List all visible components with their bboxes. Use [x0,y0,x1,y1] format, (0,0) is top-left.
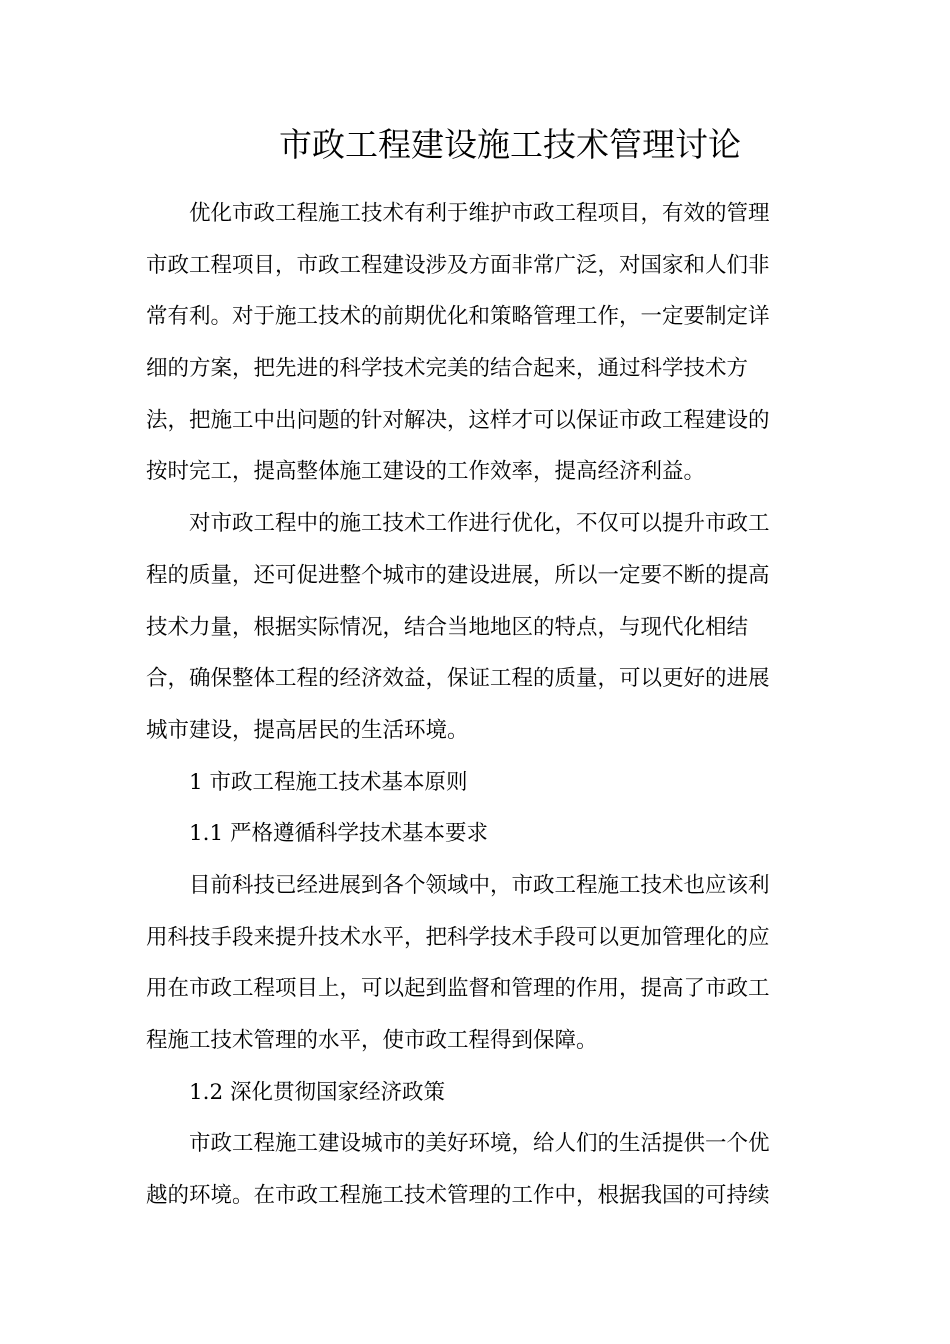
paragraph-2-line-1: 对市政工程中的施工技术工作进行优化，不仅可以提升市政工 [189,511,770,537]
paragraph-1-line-5: 法，把施工中出问题的针对解决，这样才可以保证市政工程建设的 [146,407,770,433]
document-body [146,188,806,1222]
paragraph-2-line-3: 技术力量，根据实际情况，结合当地地区的特点，与现代化相结 [146,614,749,640]
paragraph-1-line-1: 优化市政工程施工技术有利于维护市政工程项目，有效的管理 [189,201,770,226]
paragraph-1-line-3: 常有利。对于施工技术的前期优化和策略管理工作，一定要制定详 [146,304,770,330]
paragraph-1-line-4: 细的方案，把先进的科学技术完美的结合起来，通过科学技术方 [146,356,749,382]
paragraph-2-line-2: 程的质量，还可促进整个城市的建设进展，所以一定要不断的提高 [146,562,770,588]
paragraph-4-line-1: 市政工程施工建设城市的美好环境，给人们的生活提供一个优 [189,1131,770,1157]
paragraph-3-line-2: 用科技手段来提升技术水平，把科学技术手段可以更加管理化的应 [146,924,770,950]
paragraph-3-line-4: 程施工技术管理的水平，使市政工程得到保障。 [146,1028,598,1053]
paragraph-3-line-3: 用在市政工程项目上，可以起到监督和管理的作用，提高了市政工 [146,976,770,1002]
subsection-heading-1-1: 1.1 严格遵循科学技术基本要求 [189,821,489,847]
section-heading-1: 1 市政工程施工技术基本原则 [189,769,468,795]
paragraph-2-line-4: 合，确保整体工程的经济效益，保证工程的质量，可以更好的进展 [146,666,770,692]
document-title: 市政工程建设施工技术管理讨论 [279,125,741,164]
subsection-heading-1-2: 1.2 深化贯彻国家经济政策 [189,1079,446,1105]
paragraph-4-line-2: 越的环境。在市政工程施工技术管理的工作中，根据我国的可持续 [146,1183,770,1209]
paragraph-1-line-6: 按时完工，提高整体施工建设的工作效率，提高经济利益。 [146,459,706,485]
paragraph-1-line-2: 市政工程项目，市政工程建设涉及方面非常广泛，对国家和人们非 [146,252,770,278]
paragraph-3-line-1: 目前科技已经进展到各个领域中，市政工程施工技术也应该利 [189,872,770,898]
paragraph-2-line-5: 城市建设，提高居民的生活环境。 [146,717,469,743]
